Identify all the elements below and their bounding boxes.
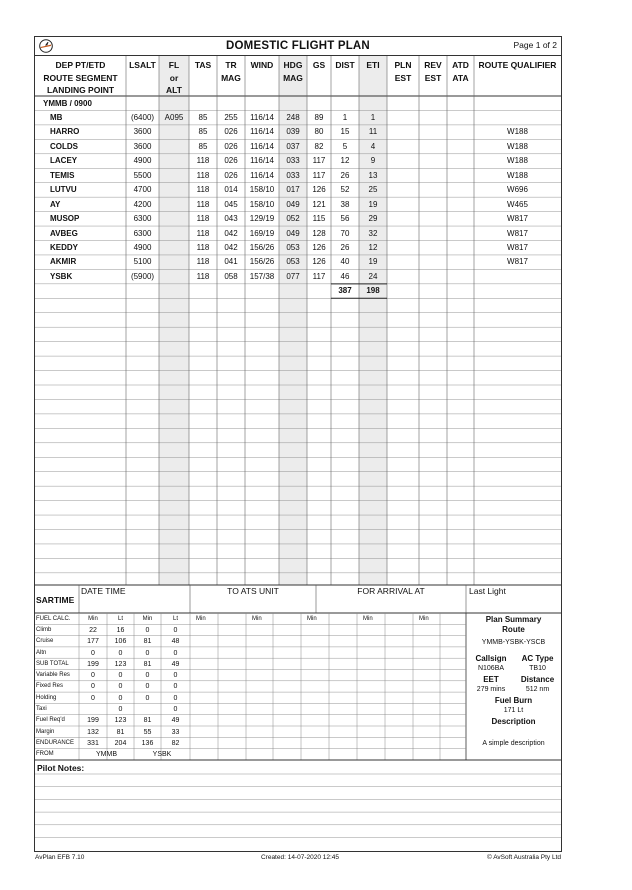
summary-description: A simple description bbox=[482, 740, 545, 747]
leg-tr: 045 bbox=[224, 199, 238, 209]
leg-lsalt: 3600 bbox=[133, 141, 152, 151]
column-header-gs bbox=[307, 59, 331, 72]
fuel-value: 136 bbox=[141, 739, 154, 747]
fuel-col-header: Lt bbox=[117, 616, 123, 622]
leg-rq: W817 bbox=[507, 228, 528, 238]
leg-eti: 13 bbox=[368, 170, 378, 180]
fuel-col-header: Min bbox=[88, 616, 98, 622]
sartime-date-time: DATE TIME bbox=[81, 586, 126, 596]
leg-dist: 70 bbox=[340, 228, 350, 238]
column-header-line: LANDING POINT bbox=[46, 85, 115, 95]
summary-route-label: Route bbox=[502, 625, 525, 634]
column-header-wind bbox=[245, 59, 279, 72]
leg-hdg: 053 bbox=[286, 243, 300, 252]
fuel-value: 0 bbox=[173, 672, 178, 680]
fuel-value: 49 bbox=[171, 660, 180, 668]
leg-gs: 126 bbox=[312, 185, 326, 195]
leg-lsalt: 4700 bbox=[133, 185, 152, 195]
column-header-pln bbox=[387, 59, 419, 84]
leg-tas: 85 bbox=[198, 112, 208, 122]
leg-tas: 118 bbox=[196, 257, 210, 267]
leg-hdg: 049 bbox=[286, 199, 300, 209]
fuel-value: 0 bbox=[91, 694, 95, 702]
fuel-row-label: ENDURANCE bbox=[36, 739, 75, 746]
fuel-value: 0 bbox=[118, 683, 123, 691]
leg-hdg: 033 bbox=[286, 156, 300, 166]
summary-distance: 512 nm bbox=[525, 686, 550, 693]
fuel-value: 199 bbox=[87, 717, 99, 725]
leg-tr: 026 bbox=[224, 127, 238, 137]
column-header-line: TAS bbox=[194, 60, 212, 70]
fuel-col-header: Lt bbox=[172, 616, 178, 622]
leg-dist: 56 bbox=[340, 214, 350, 224]
leg-gs: 126 bbox=[312, 243, 326, 252]
column-header-line: ROUTE QUALIFIER bbox=[478, 60, 557, 70]
leg-waypoint: TEMIS bbox=[50, 170, 75, 180]
leg-hdg: 077 bbox=[286, 271, 300, 281]
leg-tas: 118 bbox=[196, 199, 210, 209]
leg-lsalt: (5900) bbox=[130, 271, 155, 281]
leg-hdg: 017 bbox=[286, 185, 300, 195]
fuel-extra-min-header: Min bbox=[363, 616, 373, 622]
column-header-line: DEP PT/ETD bbox=[55, 60, 106, 70]
leg-dist: 12 bbox=[340, 156, 350, 166]
column-header-line: EST bbox=[394, 72, 412, 83]
leg-dist: 52 bbox=[340, 185, 350, 195]
column-header-line: MAG bbox=[221, 72, 241, 83]
leg-waypoint: KEDDY bbox=[50, 243, 79, 252]
column-header-tr bbox=[217, 59, 245, 84]
pilot-notes-label: Pilot Notes: bbox=[37, 763, 85, 773]
fuel-row-label: Holding bbox=[36, 694, 57, 701]
fuel-extra-min-header: Min bbox=[196, 616, 206, 622]
leg-gs: 117 bbox=[312, 170, 326, 180]
leg-lsalt: (6400) bbox=[130, 112, 155, 122]
leg-hdg: 033 bbox=[286, 170, 300, 180]
summary-route: YMMB-YSBK-YSCB bbox=[481, 639, 546, 646]
leg-tr: 043 bbox=[224, 214, 238, 224]
leg-eti: 25 bbox=[368, 185, 378, 195]
column-header-eti bbox=[359, 59, 387, 72]
fuel-row-label: Taxi bbox=[36, 706, 47, 712]
leg-waypoint: YSBK bbox=[50, 271, 73, 281]
fuel-row-label: Altn bbox=[36, 649, 47, 656]
fuel-value: 33 bbox=[171, 728, 180, 736]
leg-hdg: 049 bbox=[286, 228, 300, 238]
leg-tas: 118 bbox=[196, 214, 210, 224]
leg-gs: 80 bbox=[314, 127, 324, 137]
leg-hdg: 037 bbox=[286, 141, 300, 151]
leg-dist: 1 bbox=[342, 112, 348, 122]
leg-tas: 118 bbox=[196, 271, 210, 281]
fuel-extra-min-header: Min bbox=[252, 616, 262, 622]
form-header bbox=[35, 37, 561, 56]
fuel-value: 177 bbox=[87, 638, 99, 646]
fuel-row-label: Fixed Res bbox=[36, 683, 64, 690]
leg-rq: W817 bbox=[507, 243, 528, 252]
fuel-value: 49 bbox=[171, 717, 180, 725]
column-header-line: ROUTE SEGMENT bbox=[43, 72, 118, 83]
column-header-line: PLN bbox=[394, 60, 412, 70]
departure-point: YMMB / 0900 bbox=[43, 98, 92, 108]
leg-waypoint: AY bbox=[50, 199, 61, 209]
fuel-value: 0 bbox=[145, 649, 150, 657]
column-header-line: EST bbox=[424, 72, 442, 83]
footer-app-version: AvPlan EFB 7.10 bbox=[35, 854, 85, 861]
fuel-row-label: Margin bbox=[36, 728, 55, 735]
column-header-line: MAG bbox=[283, 72, 303, 83]
column-header-line: HDG bbox=[283, 60, 303, 70]
summary-actype-label: AC Type bbox=[521, 654, 554, 663]
fuel-value: 123 bbox=[114, 660, 127, 668]
leg-rq: W188 bbox=[507, 127, 528, 137]
fuel-value: 0 bbox=[173, 694, 178, 702]
leg-hdg: 248 bbox=[286, 112, 300, 122]
summary-callsign: N106BA bbox=[477, 665, 505, 672]
fuel-value: 106 bbox=[114, 638, 127, 646]
leg-waypoint: HARRO bbox=[50, 127, 80, 137]
sartime-label: SARTIME bbox=[36, 595, 75, 605]
column-header-line: ATA bbox=[452, 72, 469, 83]
column-header-dist bbox=[331, 59, 359, 72]
column-header-line: FL bbox=[168, 60, 180, 70]
leg-lsalt: 3600 bbox=[133, 127, 152, 137]
leg-lsalt: 5100 bbox=[133, 257, 152, 267]
fuel-value: 132 bbox=[87, 728, 99, 736]
leg-tr: 255 bbox=[224, 112, 238, 122]
summary-fuelburn: 171 Lt bbox=[503, 707, 524, 714]
leg-dist: 26 bbox=[340, 243, 350, 252]
leg-lsalt: 6300 bbox=[133, 214, 152, 224]
fuel-row-label: Fuel Req'd bbox=[36, 717, 65, 724]
page-title: DOMESTIC FLIGHT PLAN bbox=[226, 40, 370, 52]
fuel-value: 0 bbox=[118, 649, 123, 657]
leg-eti: 4 bbox=[370, 141, 376, 151]
leg-tas: 118 bbox=[196, 156, 210, 166]
leg-lsalt: 4200 bbox=[133, 199, 152, 209]
summary-callsign-label: Callsign bbox=[475, 654, 507, 663]
sartime-for-arrival: FOR ARRIVAL AT bbox=[357, 586, 425, 596]
leg-eti: 9 bbox=[370, 156, 376, 166]
column-header-line: DIST bbox=[335, 60, 355, 70]
fuel-value: 0 bbox=[145, 694, 150, 702]
leg-rq: W696 bbox=[507, 185, 528, 195]
column-header-line: or bbox=[169, 72, 179, 83]
leg-hdg: 053 bbox=[286, 257, 300, 267]
column-header-line: LSALT bbox=[129, 60, 156, 70]
leg-rq: W188 bbox=[507, 170, 528, 180]
fuel-value: 0 bbox=[173, 626, 178, 634]
fuel-value: 0 bbox=[91, 672, 95, 680]
fuel-value: 0 bbox=[118, 706, 123, 713]
fuel-value: 0 bbox=[91, 683, 95, 691]
leg-gs: 89 bbox=[314, 112, 324, 122]
leg-waypoint: MB bbox=[50, 112, 63, 122]
fuel-col-header: Min bbox=[142, 616, 153, 622]
fuel-value: 81 bbox=[143, 638, 152, 646]
leg-waypoint: MUSOP bbox=[50, 214, 80, 224]
total-distance: 387 bbox=[338, 286, 352, 296]
fuel-value: 0 bbox=[173, 683, 178, 691]
leg-dist: 15 bbox=[340, 127, 350, 137]
footer-copyright: © AvSoft Australia Pty Ltd bbox=[486, 854, 561, 861]
leg-wind: 156/26 bbox=[249, 257, 275, 267]
leg-waypoint: COLDS bbox=[50, 141, 78, 151]
leg-eti: 24 bbox=[368, 271, 378, 281]
leg-gs: 82 bbox=[314, 141, 324, 151]
column-header-line: ATD bbox=[452, 60, 469, 70]
column-header-lsalt bbox=[126, 59, 159, 72]
fuel-value: 204 bbox=[114, 739, 127, 747]
column-header-rq bbox=[474, 59, 561, 72]
leg-wind: 157/38 bbox=[249, 271, 275, 281]
leg-eti: 1 bbox=[370, 112, 376, 122]
fuel-value: 199 bbox=[87, 660, 99, 668]
leg-tas: 118 bbox=[196, 170, 210, 180]
leg-eti: 32 bbox=[368, 228, 378, 238]
fuel-value: 0 bbox=[173, 649, 178, 657]
column-header-line: ALT bbox=[166, 85, 182, 95]
leg-tr: 026 bbox=[224, 156, 238, 166]
leg-hdg: 039 bbox=[286, 127, 300, 137]
fuel-row-label: Climb bbox=[36, 626, 52, 633]
leg-dist: 5 bbox=[342, 141, 348, 151]
leg-rq: W188 bbox=[507, 141, 528, 151]
fuel-value: 16 bbox=[116, 626, 125, 634]
leg-lsalt: 5500 bbox=[133, 170, 152, 180]
leg-tas: 118 bbox=[196, 228, 210, 238]
leg-tr: 041 bbox=[224, 257, 238, 267]
summary-actype: TB10 bbox=[529, 665, 546, 672]
leg-wind: 116/14 bbox=[250, 156, 274, 166]
column-header-line: REV bbox=[424, 60, 442, 70]
leg-wind: 169/19 bbox=[249, 228, 275, 238]
leg-tr: 014 bbox=[224, 185, 238, 195]
column-header-hdg bbox=[279, 59, 307, 84]
column-header-tas bbox=[189, 59, 217, 72]
fuel-row-label: SUB TOTAL bbox=[36, 660, 69, 667]
leg-tr: 058 bbox=[224, 271, 238, 281]
leg-eti: 29 bbox=[368, 214, 378, 224]
leg-eti: 19 bbox=[368, 257, 378, 267]
leg-eti: 11 bbox=[368, 127, 378, 137]
leg-wind: 158/10 bbox=[249, 185, 275, 195]
summary-fuelburn-label: Fuel Burn bbox=[494, 696, 533, 705]
leg-wind: 129/19 bbox=[249, 214, 275, 224]
leg-rq: W188 bbox=[507, 156, 528, 166]
leg-lsalt: 6300 bbox=[133, 228, 152, 238]
leg-gs: 115 bbox=[312, 214, 326, 224]
last-light: Last Light bbox=[469, 586, 506, 596]
leg-rq: W817 bbox=[507, 214, 528, 224]
leg-gs: 128 bbox=[312, 228, 326, 238]
fuel-value: 0 bbox=[145, 672, 150, 680]
column-header-atd bbox=[447, 59, 474, 84]
summary-description-label: Description bbox=[491, 717, 536, 726]
fuel-value: 81 bbox=[143, 660, 152, 668]
leg-tas: 118 bbox=[196, 185, 210, 195]
fuel-from-origin: YMMB bbox=[96, 751, 117, 759]
leg-waypoint: AKMIR bbox=[50, 257, 77, 267]
leg-wind: 158/10 bbox=[249, 199, 275, 209]
leg-tr: 026 bbox=[224, 141, 238, 151]
leg-tr: 026 bbox=[224, 170, 238, 180]
fuel-row-label: Cruise bbox=[36, 638, 54, 645]
leg-dist: 40 bbox=[340, 257, 350, 267]
fuel-from-destination: YSBK bbox=[152, 751, 172, 759]
fuel-value: 0 bbox=[145, 683, 150, 691]
leg-lsalt: 4900 bbox=[133, 243, 152, 252]
column-header-fl bbox=[159, 59, 189, 97]
leg-hdg: 052 bbox=[286, 214, 300, 224]
leg-lsalt: 4900 bbox=[133, 156, 152, 166]
fuel-value: 0 bbox=[118, 694, 123, 702]
leg-tr: 042 bbox=[224, 228, 238, 238]
leg-dist: 38 bbox=[340, 199, 350, 209]
leg-eti: 19 bbox=[368, 199, 378, 209]
fuel-value: 0 bbox=[91, 649, 95, 657]
summary-distance-label: Distance bbox=[520, 675, 555, 684]
summary-title: Plan Summary bbox=[485, 615, 542, 624]
column-header-rev bbox=[419, 59, 447, 84]
summary-eet-label: EET bbox=[483, 675, 499, 684]
fuel-row-label: Variable Res bbox=[36, 672, 70, 679]
fuel-value: 55 bbox=[143, 728, 152, 736]
leg-gs: 121 bbox=[312, 199, 326, 209]
column-header-line: GS bbox=[312, 60, 326, 70]
fuel-value: 22 bbox=[89, 626, 97, 634]
leg-rq: W817 bbox=[507, 257, 528, 267]
fuel-value: 81 bbox=[116, 728, 125, 736]
leg-gs: 117 bbox=[312, 156, 326, 166]
leg-waypoint: LUTVU bbox=[50, 185, 77, 195]
page-number: Page 1 of 2 bbox=[513, 40, 557, 50]
fuel-value: 0 bbox=[145, 626, 150, 634]
leg-gs: 126 bbox=[312, 257, 326, 267]
column-header-line: TR bbox=[225, 60, 237, 70]
column-header-dep bbox=[35, 59, 126, 97]
leg-waypoint: AVBEG bbox=[50, 228, 78, 238]
leg-tas: 85 bbox=[198, 127, 208, 137]
column-header-line: WIND bbox=[250, 60, 274, 70]
summary-eet: 279 mins bbox=[476, 686, 506, 693]
leg-eti: 12 bbox=[368, 243, 378, 252]
leg-rq: W465 bbox=[507, 199, 528, 209]
fuel-value: 123 bbox=[114, 717, 127, 725]
fuel-value: 81 bbox=[143, 717, 152, 725]
fuel-value: 82 bbox=[171, 739, 180, 747]
leg-wind: 116/14 bbox=[250, 141, 274, 151]
leg-tr: 042 bbox=[224, 243, 238, 252]
column-header-line: ETI bbox=[366, 60, 380, 70]
leg-waypoint: LACEY bbox=[50, 156, 78, 166]
leg-fl: A095 bbox=[164, 112, 184, 122]
footer-created: Created: 14-07-2020 12:45 bbox=[260, 854, 340, 861]
fuel-calc-label: FUEL CALC. bbox=[36, 616, 71, 622]
leg-dist: 46 bbox=[340, 271, 350, 281]
fuel-value: 331 bbox=[87, 739, 99, 747]
fuel-value: 0 bbox=[173, 706, 178, 713]
leg-wind: 116/14 bbox=[250, 112, 274, 122]
fuel-from-label: FROM bbox=[36, 751, 54, 758]
leg-wind: 116/14 bbox=[250, 127, 274, 137]
fuel-extra-min-header: Min bbox=[307, 616, 317, 622]
leg-tas: 118 bbox=[196, 243, 210, 252]
sartime-to-ats: TO ATS UNIT bbox=[227, 586, 279, 596]
total-eti: 198 bbox=[366, 286, 380, 296]
leg-tas: 85 bbox=[198, 141, 208, 151]
leg-dist: 26 bbox=[340, 170, 350, 180]
fuel-value: 48 bbox=[171, 638, 180, 646]
leg-gs: 117 bbox=[312, 271, 326, 281]
leg-wind: 116/14 bbox=[250, 170, 274, 180]
fuel-value: 0 bbox=[118, 672, 123, 680]
fuel-extra-min-header: Min bbox=[419, 616, 429, 622]
leg-wind: 156/26 bbox=[249, 243, 275, 252]
